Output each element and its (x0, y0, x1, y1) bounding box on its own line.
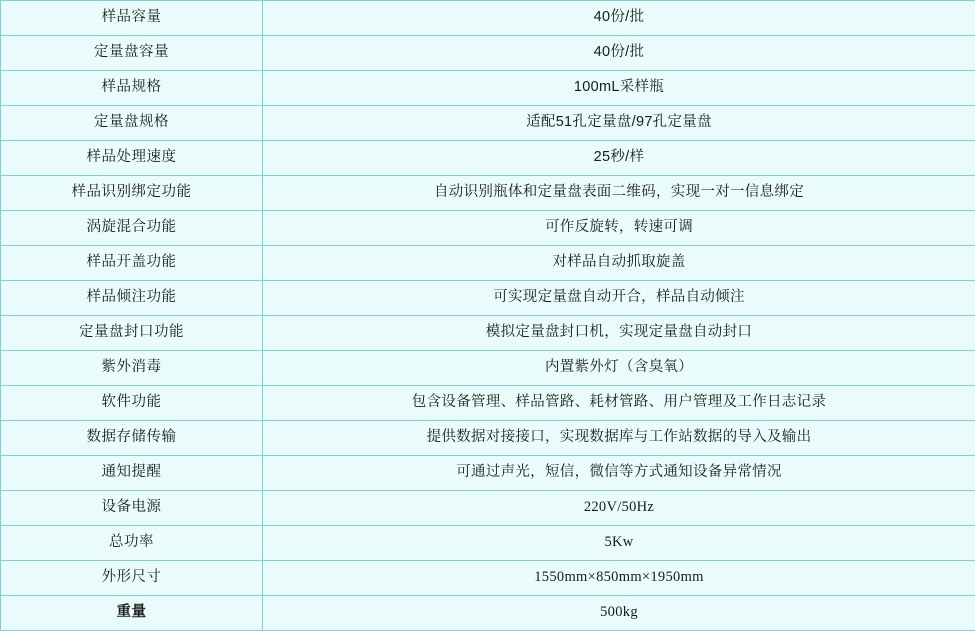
table-row (1, 281, 975, 316)
table-cell-label: 样品规格 (1, 71, 263, 106)
table-cell-value: 对样品自动抓取旋盖 (263, 246, 975, 281)
table-cell-value: 5Kw (263, 526, 975, 561)
table-cell-value: 40份/批 (263, 1, 975, 36)
table-cell-value: 模拟定量盘封口机，实现定量盘自动封口 (263, 316, 975, 351)
table-row (1, 176, 975, 211)
table-cell-label: 样品开盖功能 (1, 246, 263, 281)
table-row (1, 421, 975, 456)
table-cell-label: 软件功能 (1, 386, 263, 421)
table-row (1, 1, 975, 36)
table-cell-label: 通知提醒 (1, 456, 263, 491)
table-cell-value: 220V/50Hz (263, 491, 975, 526)
table-cell-label: 总功率 (1, 526, 263, 561)
table-cell-label: 设备电源 (1, 491, 263, 526)
table-cell-label: 样品识别绑定功能 (1, 176, 263, 211)
table-cell-value: 自动识别瓶体和定量盘表面二维码，实现一对一信息绑定 (263, 176, 975, 211)
table-row (1, 246, 975, 281)
table-cell-label: 紫外消毒 (1, 351, 263, 386)
table-cell-value: 100mL采样瓶 (263, 71, 975, 106)
table-row (1, 106, 975, 141)
table-cell-value: 可作反旋转，转速可调 (263, 211, 975, 246)
table-cell-label: 样品容量 (1, 1, 263, 36)
table-row (1, 456, 975, 491)
table-row (1, 596, 975, 631)
table-cell-label: 定量盘封口功能 (1, 316, 263, 351)
table-row (1, 316, 975, 351)
table-row (1, 71, 975, 106)
table-cell-value: 可实现定量盘自动开合，样品自动倾注 (263, 281, 975, 316)
table-cell-label: 样品倾注功能 (1, 281, 263, 316)
table-cell-value: 内置紫外灯（含臭氧） (263, 351, 975, 386)
table-cell-value: 提供数据对接接口，实现数据库与工作站数据的导入及输出 (263, 421, 975, 456)
table-row (1, 211, 975, 246)
table-cell-value: 500kg (263, 596, 975, 631)
table-cell-label: 数据存储传输 (1, 421, 263, 456)
table-cell-value: 可通过声光，短信，微信等方式通知设备异常情况 (263, 456, 975, 491)
table-cell-label: 外形尺寸 (1, 561, 263, 596)
table-cell-value: 适配51孔定量盘/97孔定量盘 (263, 106, 975, 141)
table-row (1, 351, 975, 386)
table-row (1, 561, 975, 596)
table-row (1, 491, 975, 526)
table-row (1, 386, 975, 421)
table-cell-value: 40份/批 (263, 36, 975, 71)
table-cell-label: 定量盘规格 (1, 106, 263, 141)
table-row (1, 141, 975, 176)
table-cell-label: 重量 (1, 596, 263, 631)
table-cell-label: 涡旋混合功能 (1, 211, 263, 246)
table-cell-label: 定量盘容量 (1, 36, 263, 71)
table-row (1, 526, 975, 561)
table-cell-value: 1550mm×850mm×1950mm (263, 561, 975, 596)
specification-table-body (1, 1, 975, 631)
table-row (1, 36, 975, 71)
table-cell-value: 25秒/样 (263, 141, 975, 176)
table-cell-label: 样品处理速度 (1, 141, 263, 176)
table-cell-value: 包含设备管理、样品管路、耗材管路、用户管理及工作日志记录 (263, 386, 975, 421)
